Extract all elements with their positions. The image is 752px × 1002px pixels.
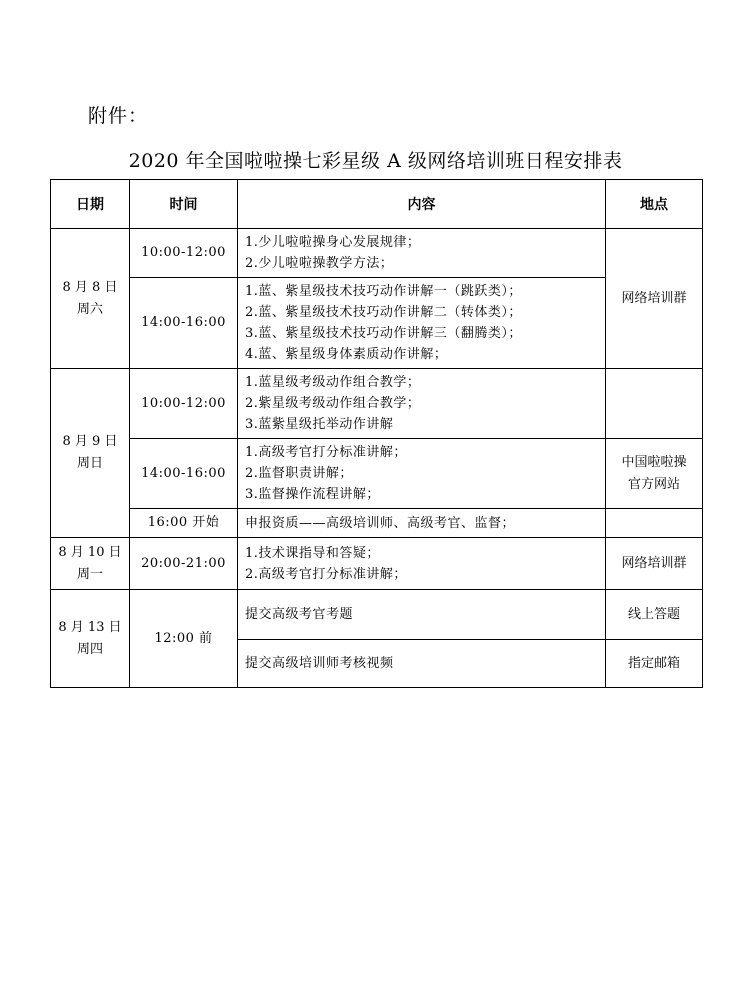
place-cell-empty bbox=[606, 369, 703, 439]
weekday-text: 周四 bbox=[76, 641, 103, 657]
content-item: 1.蓝星级考级动作组合教学； bbox=[245, 375, 421, 390]
content-cell bbox=[238, 439, 606, 509]
table-row bbox=[51, 538, 703, 590]
content-item: 3.监督操作流程讲解； bbox=[245, 487, 380, 502]
content-item: 2.高级考官打分标准讲解； bbox=[245, 566, 407, 582]
schedule-table bbox=[50, 179, 703, 688]
time-cell: 20:00-21:00 bbox=[130, 538, 238, 590]
place-cell: 线上答题 bbox=[606, 590, 703, 640]
time-cell: 14:00-16:00 bbox=[130, 439, 238, 509]
place-text: 官方网站 bbox=[627, 476, 680, 492]
content-item: 1.高级考官打分标准讲解； bbox=[245, 445, 407, 460]
content-item: 4.蓝、紫星级身体素质动作讲解； bbox=[245, 347, 448, 362]
header-content: 内容 bbox=[238, 180, 606, 229]
weekday-text: 周一 bbox=[76, 566, 103, 582]
content-item: 2.少儿啦啦操教学方法； bbox=[245, 256, 394, 271]
content-cell: 提交高级培训师考核视频 bbox=[238, 640, 606, 688]
date-text: 8 月 8 日 bbox=[62, 279, 118, 295]
content-item: 1.蓝、紫星级技术技巧动作讲解一（跳跃类）； bbox=[245, 284, 522, 299]
content-cell bbox=[238, 229, 606, 278]
content-item: 3.蓝紫星级托举动作讲解 bbox=[245, 417, 394, 432]
weekday-text: 周六 bbox=[76, 301, 103, 317]
content-item: 2.紫星级考级动作组合教学； bbox=[245, 396, 421, 411]
date-cell-day2 bbox=[51, 369, 130, 538]
weekday-text: 周日 bbox=[76, 456, 103, 471]
table-row bbox=[51, 509, 703, 538]
table-row bbox=[51, 590, 703, 640]
place-cell: 网络培训群 bbox=[606, 538, 703, 590]
header-row bbox=[51, 180, 703, 229]
content-item: 1.少儿啦啦操身心发展规律； bbox=[245, 235, 421, 250]
header-date: 日期 bbox=[51, 180, 130, 229]
table-row bbox=[51, 369, 703, 439]
content-item: 3.蓝、紫星级技术技巧动作讲解三（翻腾类）； bbox=[245, 326, 522, 341]
time-cell: 14:00-16:00 bbox=[130, 278, 238, 369]
content-cell bbox=[238, 278, 606, 369]
content-item: 2.蓝、紫星级技术技巧动作讲解二（转体类）； bbox=[245, 305, 522, 320]
content-cell bbox=[238, 538, 606, 590]
content-cell bbox=[238, 369, 606, 439]
time-cell: 10:00-12:00 bbox=[130, 229, 238, 278]
content-item: 1.技术课指导和答疑； bbox=[245, 545, 380, 561]
time-cell: 10:00-12:00 bbox=[130, 369, 238, 439]
time-cell: 12:00 前 bbox=[130, 590, 238, 688]
place-cell: 网络培训群 bbox=[606, 229, 703, 369]
place-cell: 指定邮箱 bbox=[606, 640, 703, 688]
time-cell: 16:00 开始 bbox=[130, 509, 238, 538]
date-text: 8 月 9 日 bbox=[62, 434, 118, 449]
table-row bbox=[51, 439, 703, 509]
content-item: 2.监督职责讲解； bbox=[245, 466, 353, 481]
attachment-label: 附件： bbox=[88, 105, 149, 127]
date-cell-day4 bbox=[51, 590, 130, 688]
date-text: 8 月 10 日 bbox=[58, 544, 122, 560]
header-time: 时间 bbox=[130, 180, 238, 229]
place-cell bbox=[606, 439, 703, 509]
header-place: 地点 bbox=[606, 180, 703, 229]
place-cell bbox=[606, 509, 703, 538]
date-text: 8 月 13 日 bbox=[58, 619, 122, 635]
date-cell-day3 bbox=[51, 538, 130, 590]
content-cell: 申报资质——高级培训师、高级考官、监督； bbox=[238, 509, 606, 538]
document-title: 2020 年全国啦啦操七彩星级 A 级网络培训班日程安排表 bbox=[128, 150, 623, 172]
table-row bbox=[51, 229, 703, 278]
date-cell-day1 bbox=[51, 229, 130, 369]
content-cell: 提交高级考官考题 bbox=[238, 590, 606, 640]
table-row bbox=[51, 278, 703, 369]
place-text: 中国啦啦操 bbox=[621, 454, 687, 470]
